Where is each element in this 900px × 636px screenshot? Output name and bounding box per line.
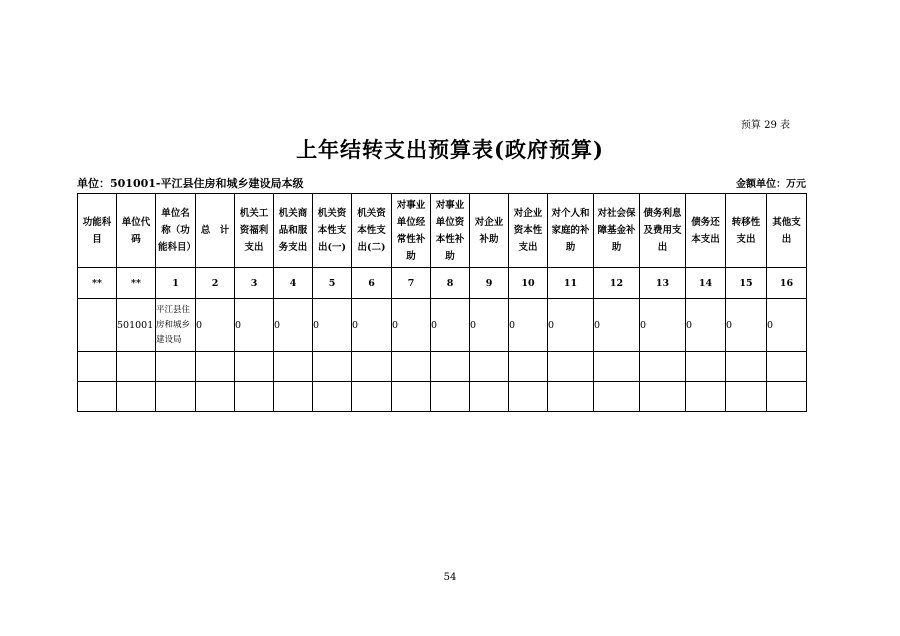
table-cell: 0 [548,299,594,352]
index-cell: 7 [392,268,431,299]
header-cell: 对事业单位经常性补助 [392,194,431,268]
page-number: 54 [443,572,457,583]
header-cell: 对企业资本性支出 [509,194,548,268]
header-cell: 对个人和家庭的补助 [548,194,594,268]
index-cell: 4 [274,268,313,299]
index-cell: 14 [686,268,726,299]
header-cell: 其他支出 [767,194,807,268]
index-row [78,268,807,299]
header-cell: 对社会保障基金补助 [594,194,640,268]
header-cell: 债务利息及费用支出 [640,194,686,268]
index-cell: 16 [767,268,807,299]
index-cell: ** [117,268,156,299]
index-cell: 9 [470,268,509,299]
index-cell: 3 [235,268,274,299]
table-cell: 0 [686,299,726,352]
table-cell: 0 [767,299,807,352]
index-cell: ** [78,268,117,299]
table-cell: 0 [352,299,392,352]
table-cell: 0 [313,299,352,352]
index-cell: 1 [156,268,196,299]
header-cell: 机关资本性支出(一) [313,194,352,268]
unit-label: 单位：501001-平江县住房和城乡建设局本级 [77,177,304,190]
index-cell: 15 [726,268,767,299]
table-cell: 0 [392,299,431,352]
table-cell: 0 [235,299,274,352]
table-cell: 0 [509,299,548,352]
header-cell: 对事业单位资本性补助 [431,194,470,268]
index-cell: 13 [640,268,686,299]
table-cell: 0 [274,299,313,352]
table-row [78,299,807,352]
index-cell: 10 [509,268,548,299]
header-cell: 功能科目 [78,194,117,268]
table-cell: 0 [640,299,686,352]
table-cell: 0 [431,299,470,352]
table-cell: 0 [196,299,235,352]
index-cell: 12 [594,268,640,299]
table-cell: 0 [726,299,767,352]
index-cell: 11 [548,268,594,299]
header-cell: 单位名称（功能科目） [156,194,196,268]
amount-unit-label: 金额单位：万元 [736,179,806,190]
header-cell: 机关工资福利支出 [235,194,274,268]
header-cell: 债务还本支出 [686,194,726,268]
table-number: 预算 29 表 [740,120,790,131]
empty-row [78,352,807,382]
table-cell: 0 [594,299,640,352]
index-cell: 2 [196,268,235,299]
index-cell: 8 [431,268,470,299]
table-cell: 0 [470,299,509,352]
header-cell: 机关商品和服务支出 [274,194,313,268]
header-cell: 单位代码 [117,194,156,268]
table-cell: 平江县住房和城乡建设局 [156,299,196,352]
header-row [78,194,807,268]
header-cell: 对企业补助 [470,194,509,268]
table-cell [78,299,117,352]
empty-row [78,382,807,412]
page-title: 上年结转支出预算表(政府预算) [296,137,604,162]
index-cell: 5 [313,268,352,299]
header-cell: 转移性支出 [726,194,767,268]
table-cell: 501001 [117,299,156,352]
index-cell: 6 [352,268,392,299]
header-cell: 总 计 [196,194,235,268]
budget-table [77,193,807,412]
header-cell: 机关资本性支出(二) [352,194,392,268]
